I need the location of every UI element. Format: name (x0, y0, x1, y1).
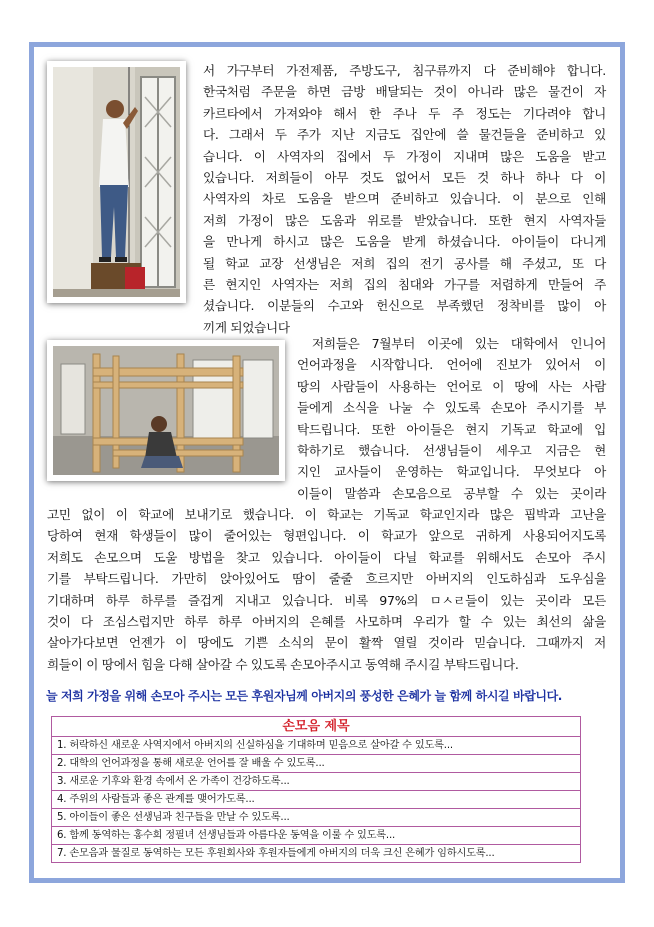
text-line: 사역자의 차로 도움을 받으며 준비하고 있습니다. 이 분으로 인해 (203, 191, 606, 207)
paragraph-1 (203, 60, 606, 338)
text-line: 땅의 사람들이 사용하는 언어로 이 땅에 사는 사람 (297, 378, 606, 394)
text-line: 것이 다 조심스럽지만 하루 하루 아버지의 은혜를 사모하며 우리가 할 수 있는 최선의 삶을 (47, 614, 606, 630)
text-line: 서 가구부터 가전제품, 주방도구, 침구류까지 다 준비해야 합니다. (203, 63, 606, 78)
prayer-item: 6. 함께 동역하는 홍수희 정필녀 선생님들과 아름다운 동역을 이룰 수 있도록... (52, 827, 580, 845)
text-line: 고민 없이 이 학교에 보내기로 했습니다. 이 학교는 기독교 학교인지라 많은 핍박과 고난을 (47, 507, 606, 522)
text-line: 있습니다. 저희들이 아무 것도 없어서 모든 것 하나 하나 다 이 (203, 170, 606, 186)
prayer-item: 2. 대학의 언어과정을 통해 새로운 언어를 잘 배울 수 있도록... (52, 755, 580, 773)
text-line: 탁드립니다. 또한 아이들은 현지 기독교 학교에 입 (297, 421, 606, 437)
text-line: 들에게 소식을 나눌 수 있도록 손모아 주시기를 부 (297, 400, 606, 416)
text-line: 저희들은 7월부터 이곳에 있는 대학에서 인니어 (312, 336, 606, 351)
prayer-box-title: 손모음 제목 (52, 717, 580, 737)
text-line: 저희도 손모으며 도울 방법을 찾고 있습니다. 아이들이 다닐 학교를 위해서도 손모아 주시 (47, 549, 606, 565)
prayer-item: 7. 손모음과 물질로 동역하는 모든 후원회사와 후원자들에게 아버지의 더욱 크신 은혜가 임하시도록... (57, 848, 495, 859)
thanks-note: 늘 저희 가정을 위해 손모아 주시는 모든 후원자님께 아버지의 풍성한 은혜가 늘 함께 하시길 바랍니다. (46, 689, 562, 703)
text-line: 카르타에서 가져와야 해서 한 주나 두 주 정도는 기다려야 합니 (203, 105, 606, 121)
text-line: 될 학교 교장 선생님은 저희 집의 전기 공사를 해 주셨고, 또 다 (203, 255, 606, 271)
photo-electrical-work (47, 61, 186, 303)
text-line: 언어과정을 시작합니다. 언어에 진보가 있어서 이 (297, 357, 606, 373)
text-line: 한국처럼 주문을 하면 금방 배달되는 것이 아니라 많은 물건이 자 (203, 84, 606, 100)
prayer-item: 3. 새로운 기후와 환경 속에서 온 가족이 건강하도록... (52, 773, 580, 791)
text-line: 다. 그래서 두 주가 지난 지금도 집안에 쓸 물건들을 준비하고 있 (203, 127, 606, 143)
paragraph-3 (47, 504, 606, 675)
photo-bunk-bed (47, 340, 285, 481)
text-line: 이들이 말씀과 손모음으로 공부할 수 있는 곳이라 (297, 485, 606, 501)
text-line: 기대하며 하루 하루를 즐겁게 지내고 있습니다. 비록 97%의 ㅁㅅㄹ들이 있는 곳이라 모든 (47, 592, 606, 608)
prayer-item: 5. 아이들이 좋은 선생님과 친구들을 만날 수 있도록... (52, 809, 580, 827)
prayer-item: 1. 허락하신 새로운 사역지에서 아버지의 신실하심을 기대하며 믿음으로 살아갈 수 있도록... (52, 737, 580, 755)
prayer-item: 4. 주위의 사람들과 좋은 관계를 맺어가도록... (52, 791, 580, 809)
text-line: 당하여 현재 학생들이 많이 줄어있는 형편입니다. 이 학교가 앞으로 귀하게 사용되어지도록 (47, 528, 606, 544)
text-line: 학하기로 했습니다. 선생님들이 세우고 지금은 현 (297, 443, 606, 459)
text-line: 지인 교사들이 운영하는 학교입니다. 무엇보다 아 (297, 464, 606, 480)
text-line: 기를 부탁드립니다. 가만히 앉아있어도 땀이 줄줄 흐르지만 아버지의 인도하심과 도우심을 (47, 571, 606, 587)
paragraph-2 (297, 333, 606, 504)
text-line: 끼게 되었습니다 (203, 319, 290, 335)
text-line: 살아가다보면 언젠가 이 땅에도 기쁜 소식의 문이 활짝 열릴 것이라 믿습니다. 그때까지 저 (47, 635, 606, 651)
prayer-request-box (51, 716, 581, 863)
text-line: 습니다. 이 사역자의 집에서 두 가정이 지내며 많은 도움을 받고 (203, 148, 606, 164)
text-line: 셨습니다. 이분들의 수고와 헌신으로 부족했던 정착비를 많이 아 (203, 298, 606, 314)
text-line: 을 만나게 하시고 많은 도움을 받게 하셨습니다. 아이들이 다니게 (203, 234, 606, 250)
text-line: 희들이 이 땅에서 힘을 다해 살아갈 수 있도록 손모아주시고 동역해 주시길 부탁드립니다. (47, 656, 519, 672)
text-line: 른 현지인 사역자는 저희 집의 침대와 가구를 저렴하게 만들어 주 (203, 277, 606, 293)
text-line: 저희 가정이 많은 도움과 위로를 받았습니다. 또한 현지 사역자들 (203, 212, 606, 228)
